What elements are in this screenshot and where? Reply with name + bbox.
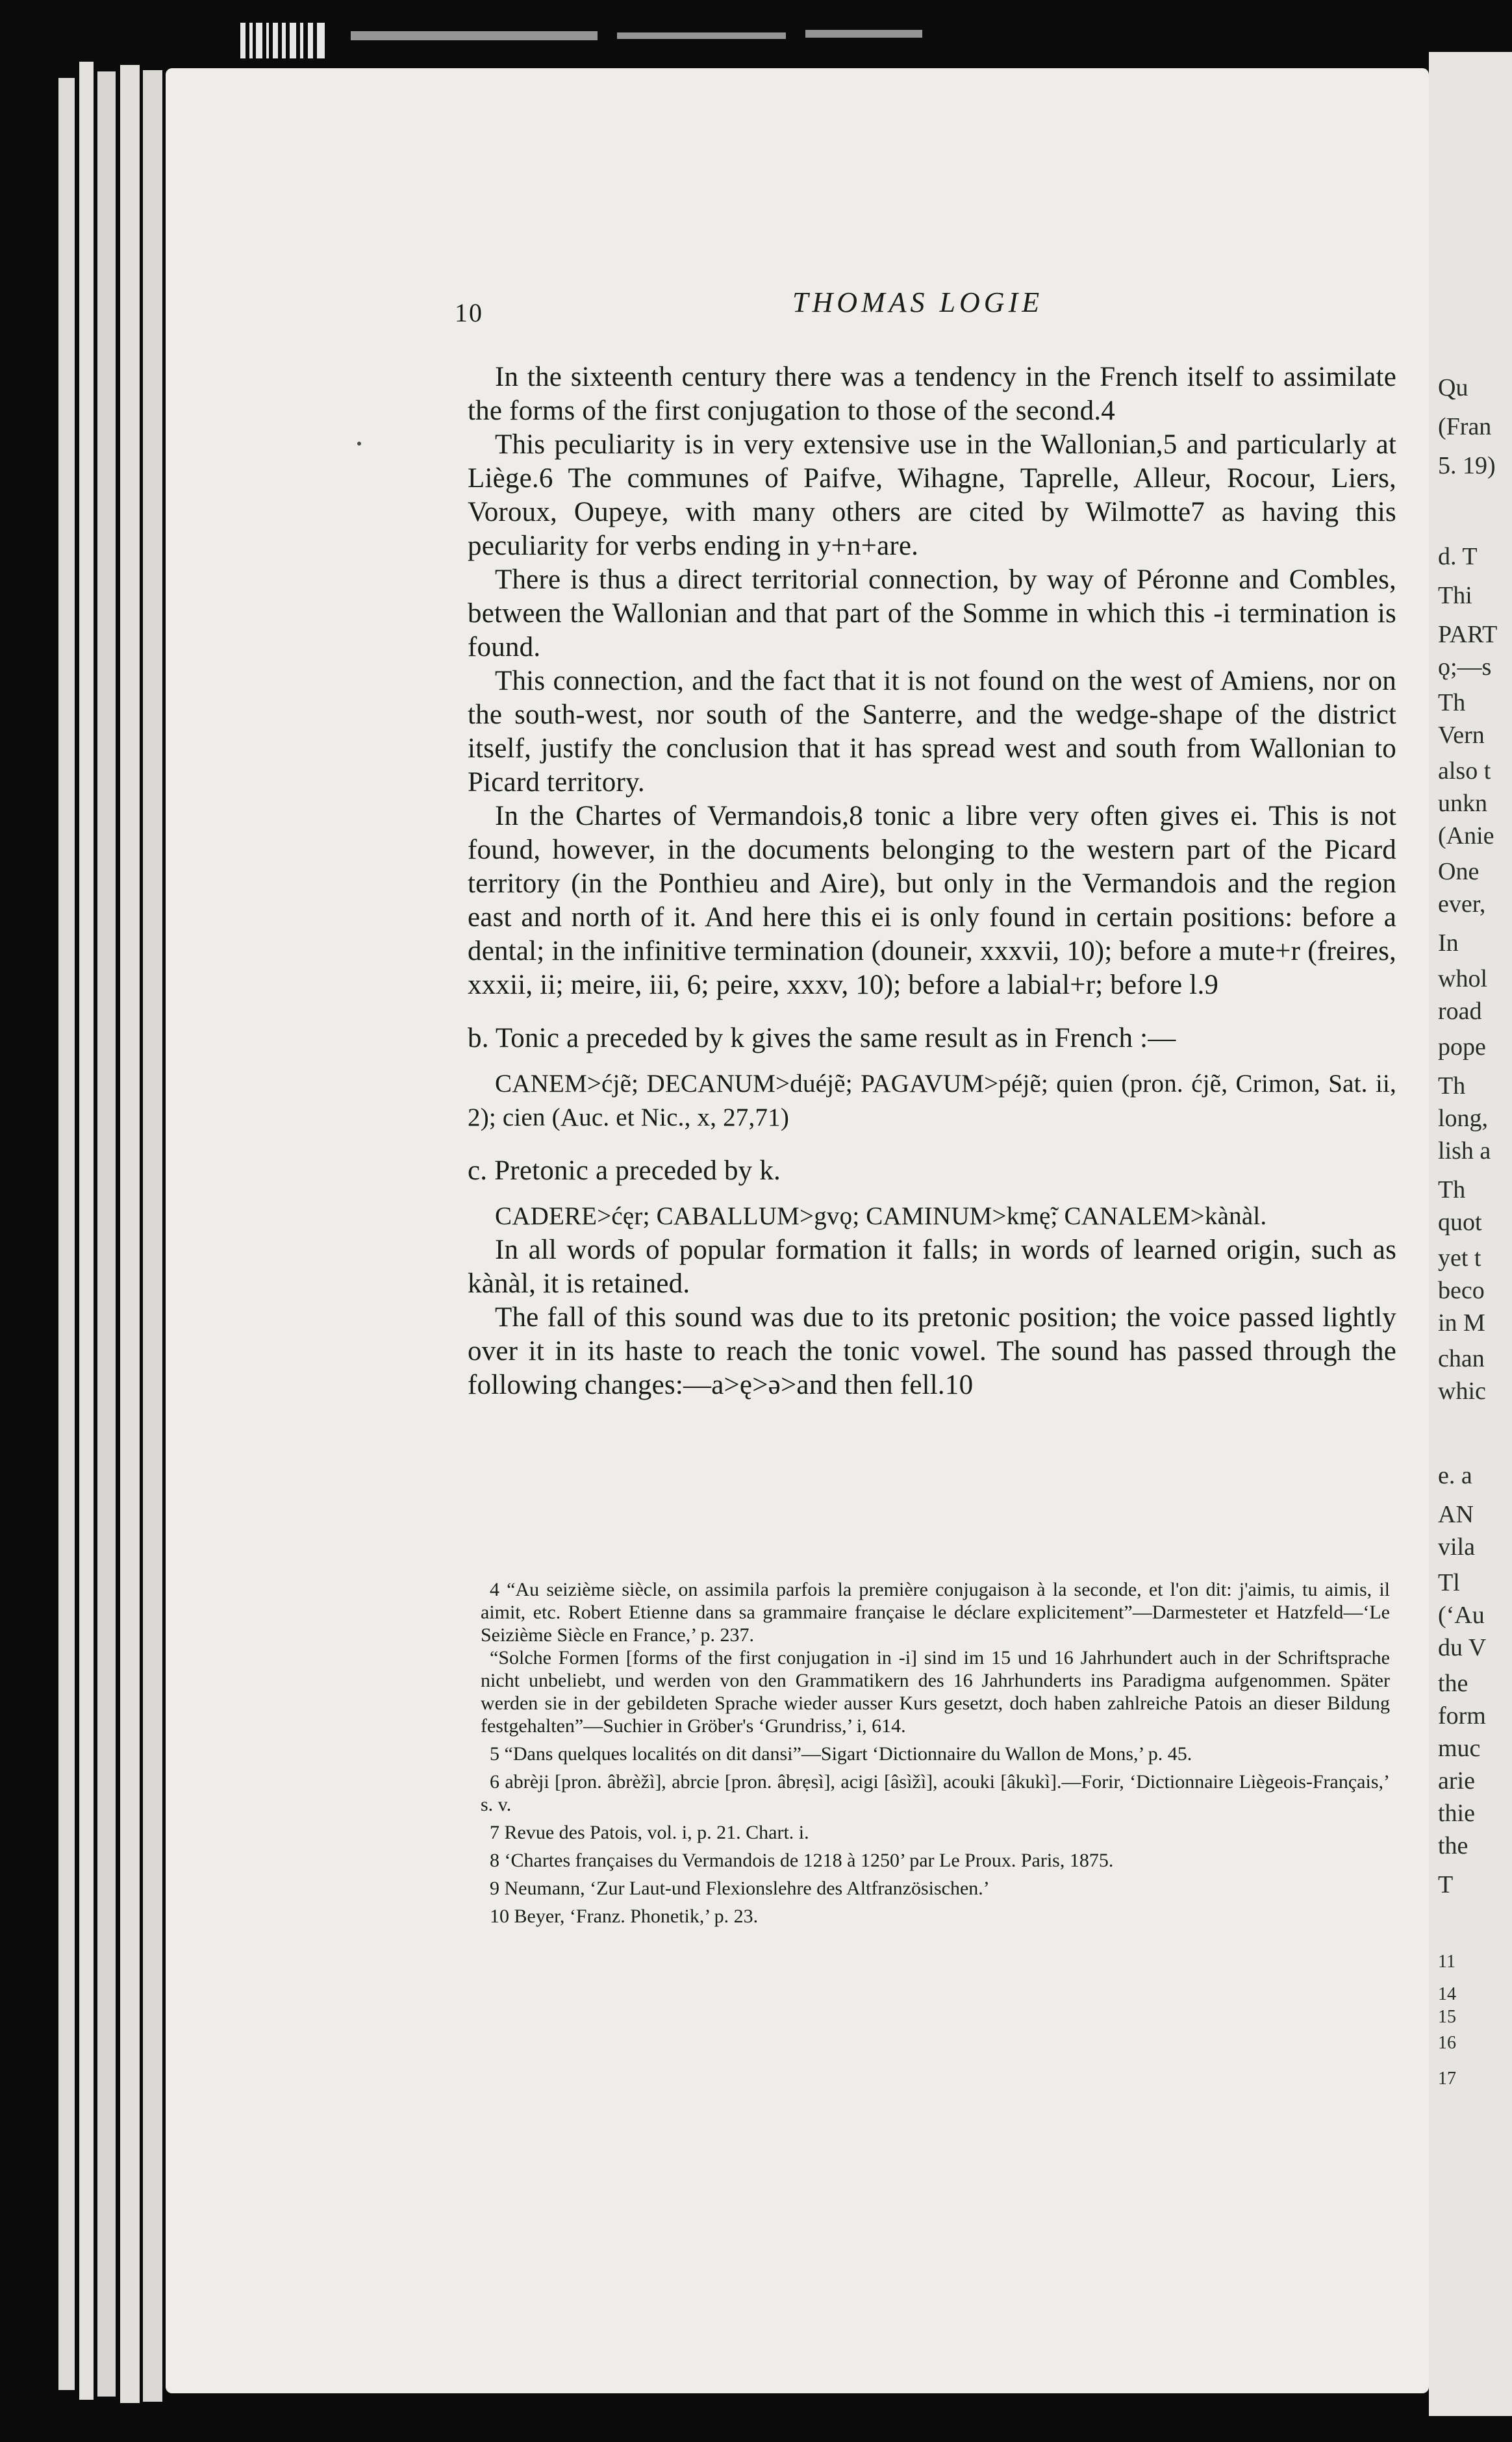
facing-page-fragment: quot xyxy=(1438,1209,1482,1236)
facing-page-fragment: e. a xyxy=(1438,1462,1472,1489)
facing-page-fragment: 16 xyxy=(1438,2033,1456,2053)
facing-page-fragment: also t xyxy=(1438,757,1491,785)
footnotes xyxy=(481,1578,1390,1928)
facing-page-fragment: long, xyxy=(1438,1105,1489,1132)
facing-page-fragment: in M xyxy=(1438,1309,1485,1337)
facing-page-fragment: T xyxy=(1438,1871,1454,1898)
facing-page-fragment: Th xyxy=(1438,1072,1466,1100)
facing-page-fragment: the xyxy=(1438,1670,1468,1697)
facing-page-fragment: Th xyxy=(1438,1176,1466,1203)
paragraph: In the Chartes of Vermandois,8 tonic a libre very often gives ei. This is not found, however, in the documents belonging to the western part of the Picard territory (in the Ponthieu and Aire), but only in the Vermandois and the region east and north of it. And here this ei is only found in certain positions: before a dental; in the infinitive termination (douneir, xxxvii, 10); before a mute+r (freires, xxxii, ii; meire, iii, 6; peire, xxxv, 10); before a labial+r; before l.9 xyxy=(468,801,1396,1000)
facing-page-fragment: lish a xyxy=(1438,1137,1491,1164)
facing-page-fragment: Th xyxy=(1438,689,1466,716)
facing-page xyxy=(1429,52,1512,2416)
facing-page-fragment: (Anie xyxy=(1438,822,1494,850)
facing-page-fragment: One xyxy=(1438,858,1480,885)
facing-page-fragment: d. T xyxy=(1438,543,1478,570)
footnote: “Solche Formen [forms of the first conjugation in -i] sind im 15 und 16 Jahrhundert auch in der Schriftsprache nicht unbeliebt, und werden von den Grammatikern des 16 Jahrhunderts ins Paradigma aufgenommen. Später werden sie in der gebildeten Sprache wieder ausser Kurs gesetzt, doch haben zahlreiche Patois an dieser Bildung festgehalten”—Suchier in Gröber's ‘Grundriss,’ i, 614. xyxy=(481,1647,1390,1737)
facing-page-fragment: road xyxy=(1438,998,1482,1025)
facing-page-fragment: ǫ;—s xyxy=(1438,653,1492,681)
facing-page-fragment: chan xyxy=(1438,1345,1485,1372)
section-b-heading: b. Tonic a preceded by k gives the same result as in French :— xyxy=(468,1023,1176,1053)
facing-page-fragment: Thi xyxy=(1438,582,1472,609)
main-text xyxy=(468,360,1396,1402)
footnote: 5 “Dans quelques localités on dit dansi”—Sigart ‘Dictionnaire du Wallon de Mons,’ p. 45. xyxy=(490,1743,1192,1765)
facing-page-fragment: PART xyxy=(1438,621,1498,648)
facing-page-fragment: beco xyxy=(1438,1277,1485,1304)
facing-page-fragment: vila xyxy=(1438,1533,1475,1561)
scan-speck xyxy=(357,442,361,446)
facing-page-fragment: Tl xyxy=(1438,1569,1460,1596)
facing-page-fragment: AN xyxy=(1438,1501,1474,1528)
facing-page-fragment: (Fran xyxy=(1438,413,1492,440)
facing-page-fragment: In xyxy=(1438,929,1459,957)
facing-page-fragment: ever, xyxy=(1438,890,1486,918)
page-number: 10 xyxy=(455,298,483,327)
paragraph: The fall of this sound was due to its pretonic position; the voice passed lightly over it in its haste to reach the tonic vowel. The sound has passed through the following changes:—a>ę>ə>and then fell.10 xyxy=(468,1302,1396,1400)
footnote: 6 abrèji [pron. âbrèžì], abrcie [pron. âbrẹsì], acigi [âsìžì], acouki [âkukì].—Forir, ‘Dictionnaire Liègeois-Français,’ s. v. xyxy=(481,1771,1390,1815)
facing-page-fragment: the xyxy=(1438,1832,1468,1859)
running-title: THOMAS LOGIE xyxy=(792,286,1044,318)
section-c-heading: c. Pretonic a preceded by k. xyxy=(468,1155,781,1186)
facing-page-fragment: (‘Au xyxy=(1438,1602,1485,1629)
paragraph: This connection, and the fact that it is not found on the west of Amiens, nor on the south-west, nor south of the Santerre, and the wedge-shape of the district itself, justify the conclusion that it has spread west and south from Wallonian to Picard territory. xyxy=(468,666,1396,798)
facing-page-fragment: Vern xyxy=(1438,722,1485,749)
facing-page-fragment: muc xyxy=(1438,1735,1481,1762)
section-b-examples: CANEM>ćjẽ; DECANUM>duéjẽ; PAGAVUM>péjẽ; quien (pron. ćjẽ, Crimon, Sat. ii, 2); cien (Auc. et Nic., x, 27,71) xyxy=(468,1070,1396,1131)
footnote: 10 Beyer, ‘Franz. Phonetik,’ p. 23. xyxy=(490,1906,759,1927)
facing-page-fragment: pope xyxy=(1438,1033,1486,1061)
facing-page-fragment: 17 xyxy=(1438,2069,1456,2089)
section-c-examples: CADERE>ćęr; CABALLUM>gvǫ; CAMINUM>kmę̃; CANALEM>kànàl. xyxy=(495,1202,1267,1230)
facing-page-fragment: unkn xyxy=(1438,790,1487,817)
footnote: 9 Neumann, ‘Zur Laut-und Flexionslehre des Altfranzösischen.’ xyxy=(490,1878,990,1899)
facing-page-fragment: yet t xyxy=(1438,1244,1481,1272)
footnote: 4 “Au seizième siècle, on assimila parfois la première conjugaison à la seconde, et l'on dit: j'aimis, tu aimis, il aimit, etc. Robert Etienne dans sa grammaire française le déclare explicitement”—Darmesteter et Hatzfeld—‘Le Seizième Siècle en France,’ p. 237. xyxy=(481,1579,1390,1646)
paragraph: In all words of popular formation it falls; in words of learned origin, such as kànàl, it is retained. xyxy=(468,1235,1396,1299)
paragraph: There is thus a direct territorial connection, by way of Péronne and Combles, between the Wallonian and that part of the Somme in which this -i termination is found. xyxy=(468,564,1396,662)
facing-page-fragment: form xyxy=(1438,1702,1486,1730)
facing-page-fragment: thie xyxy=(1438,1800,1475,1827)
facing-page-fragment: whol xyxy=(1438,965,1487,992)
facing-page-fragment: 15 xyxy=(1438,2007,1456,2027)
facing-page-fragment: whic xyxy=(1438,1378,1486,1405)
footnote: 7 Revue des Patois, vol. i, p. 21. Chart. i. xyxy=(490,1822,809,1843)
paragraph: This peculiarity is in very extensive use in the Wallonian,5 and particularly at Liège.6 The communes of Paifve, Wihagne, Taprelle, Alleur, Rocour, Liers, Voroux, Oupeye, with many others are cited by Wilmotte7 as having this peculiarity for verbs ending in y+n+are. xyxy=(468,429,1396,561)
footnote: 8 ‘Chartes françaises du Vermandois de 1218 à 1250’ par Le Proux. Paris, 1875. xyxy=(490,1850,1114,1871)
facing-page-fragment: 5. 19) xyxy=(1438,452,1496,479)
facing-page-fragment: 14 xyxy=(1438,1984,1456,2004)
facing-page-fragment: arie xyxy=(1438,1767,1475,1794)
facing-page-fragment: du V xyxy=(1438,1634,1487,1661)
facing-page-fragment: Qu xyxy=(1438,374,1468,401)
facing-page-fragment: 11 xyxy=(1438,1952,1455,1972)
paragraph: In the sixteenth century there was a tendency in the French itself to assimilate the forms of the first conjugation to those of the second.4 xyxy=(468,362,1396,426)
